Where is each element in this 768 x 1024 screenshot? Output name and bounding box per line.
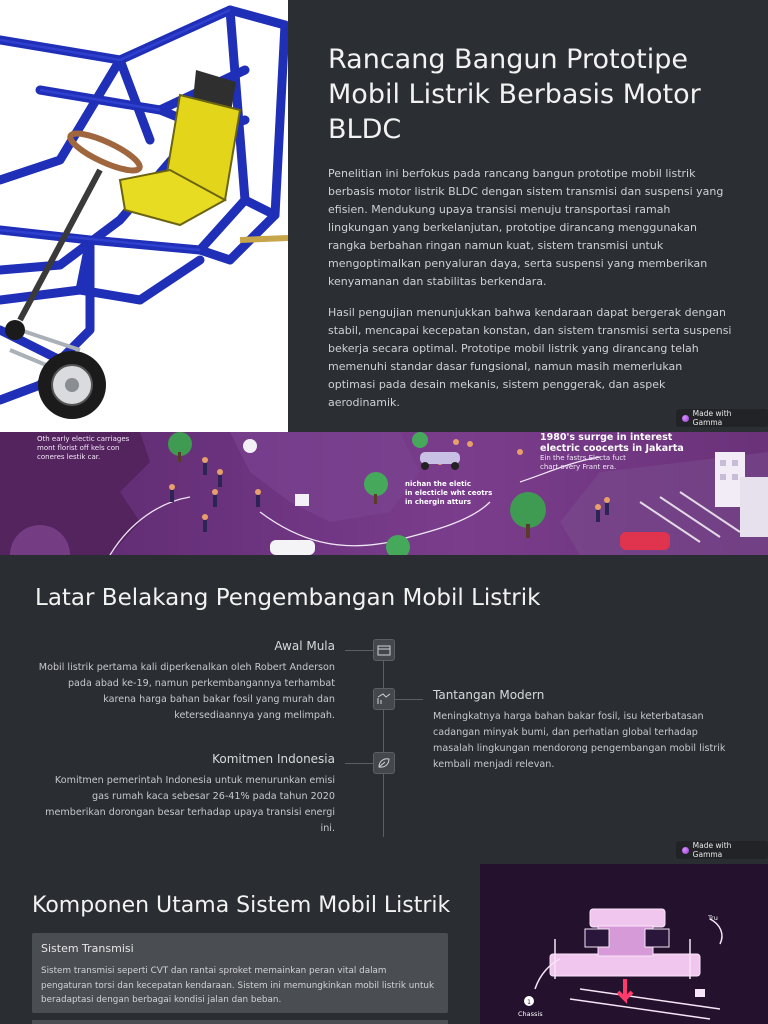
- timeline-node-komitmen-indonesia: [373, 752, 395, 774]
- prototype-frame-image: [0, 0, 288, 432]
- hero-paragraph-2: Hasil pengujian menunjukkan bahwa kendaraan dapat bergerak dengan stabil, mencapai kecepatan konstan, dan sistem transmisi serta suspensi bekerja secara optimal. Prototipe mobil listrik yang dirancang telah memenuhi standar dasar fungsional, namun masih memerlukan optimasi pada desain mekanis, sistem penggerak, dan aspek aerodinamik.: [328, 306, 732, 409]
- banner-caption-left: Oth early electic carriages mont florist off kels con coneres lestik car.: [37, 435, 130, 461]
- made-with-gamma-badge[interactable]: [676, 409, 768, 427]
- timeline-node-tantangan-modern: [373, 688, 395, 710]
- card-text: Sistem transmisi seperti CVT dan rantai sproket memainkan peran vital dalam pengaturan torsi dan kecepatan kendaraan. Sistem ini memungkinkan mobil listrik untuk beradaptasi dengan berbagai kondisi jalan dan beban.: [41, 966, 435, 1005]
- leaf-icon: [377, 757, 391, 769]
- growth-icon: [377, 693, 391, 705]
- gamma-logo-icon: [682, 847, 689, 854]
- badge-label: Made with Gamma: [692, 841, 732, 859]
- components-section-title: Komponen Utama Sistem Mobil Listrik: [32, 893, 451, 918]
- gamma-logo-icon: [682, 415, 689, 422]
- page-title: Rancang Bangun Prototipe Mobil Listrik Berbasis Motor BLDC: [328, 44, 701, 145]
- illustration-number: 1: [527, 999, 531, 1006]
- calendar-icon: [377, 644, 391, 656]
- timeline-heading-awal-mula: Awal Mula: [274, 639, 335, 653]
- timeline-line: [383, 640, 384, 837]
- banner-caption-right-sub: Ein the fastrs Electa fuct chart overy Frant era.: [540, 454, 626, 471]
- banner-caption-mid: nichan the eletic in electicle wht ceotrs in chergin atturs: [405, 480, 493, 506]
- timeline-heading-komitmen-indonesia: Komitmen Indonesia: [212, 752, 335, 766]
- hero-section: [0, 0, 768, 432]
- timeline-connector: [395, 699, 423, 700]
- hero-paragraph-1: Penelitian ini berfokus pada rancang bangun prototipe mobil listrik berbasis motor listrik BLDC dengan sistem transmisi dan suspensi yang efisien. Mendukung upaya transisi menuju transportasi ramah lingkungan yang berkelanjutan, prototipe dirancang menggunakan rangka berbahan ringan namun kuat, sistem transmisi untuk mengoptimalkan penyaluran daya, serta suspensi yang memberikan kenyamanan dan stabilitas berkendara.: [328, 167, 724, 288]
- made-with-gamma-badge[interactable]: [676, 841, 768, 859]
- ev-components-illustration: [480, 864, 768, 1024]
- timeline-text-komitmen-indonesia: Komitmen pemerintah Indonesia untuk menurunkan emisi gas rumah kaca sebesar 26-41% pada tahun 2020 memberikan dorongan besar terhadap upaya transisi energi ini.: [45, 775, 335, 834]
- component-card-next: [32, 1020, 448, 1024]
- illustration-chassis-label: Chassis: [518, 1010, 543, 1018]
- history-illustration-banner: [0, 432, 768, 555]
- timeline-connector: [345, 650, 373, 651]
- component-card-transmisi: [32, 933, 448, 1013]
- timeline-connector: [345, 763, 373, 764]
- timeline-text-awal-mula: Mobil listrik pertama kali diperkenalkan oleh Robert Anderson pada abad ke-19, namun perkembangannya terhambat karena harga bahan bakar fosil yang murah dan ketersediaannya yang melimpah.: [38, 662, 335, 721]
- illustration-top-label: Tru: [708, 914, 718, 922]
- timeline-heading-tantangan-modern: Tantangan Modern: [433, 688, 545, 702]
- badge-label: Made with Gamma: [692, 409, 732, 427]
- banner-caption-right-title: 1980's surrge in interest electric coocerts in Jakarta: [540, 432, 684, 454]
- timeline-node-awal-mula: [373, 639, 395, 661]
- card-heading: Sistem Transmisi: [41, 942, 134, 955]
- background-section-title: Latar Belakang Pengembangan Mobil Listrik: [35, 585, 541, 611]
- timeline-text-tantangan-modern: Meningkatnya harga bahan bakar fosil, isu keterbatasan cadangan minyak bumi, dan perhatian global terhadap masalah lingkungan mendorong pengembangan mobil listrik kembali menjadi relevan.: [433, 711, 726, 770]
